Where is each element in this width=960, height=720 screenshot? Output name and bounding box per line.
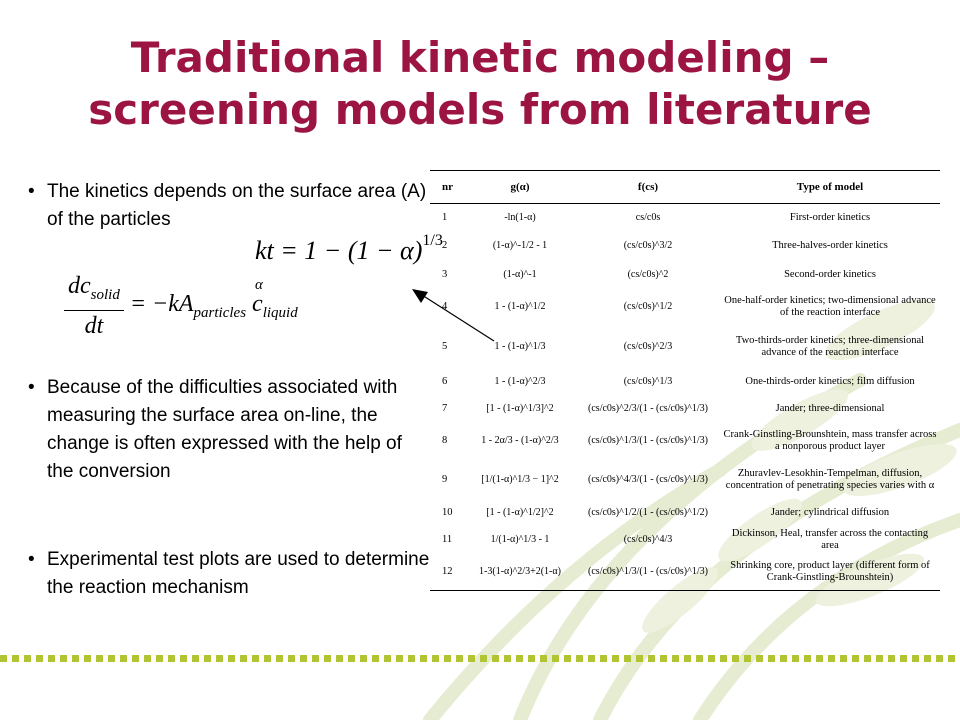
rate-fraction (64, 272, 124, 341)
formula-rate (64, 272, 298, 341)
bullet-surface-area: • The kinetics depends on the surface area (A) of the particles (28, 178, 432, 234)
bullet-test-plots: • Experimental test plots are used to determine the reaction mechanism (28, 546, 432, 602)
table-row: 6 1 - (1-α)^2/3 (cs/c0s)^1/3 One-thirds-order kinetics; film diffusion (442, 375, 915, 387)
header-f: f(cs) (576, 171, 720, 204)
slide-title (40, 32, 920, 136)
table-row: 2 (1-α)^-1/2 - 1 (cs/c0s)^3/2 Three-halves-order kinetics (442, 240, 888, 251)
rate-denominator: dt (84, 312, 104, 339)
table-row: 4 1 - (1-α)^1/2 (cs/c0s)^1/2 One-half-order kinetics; two-dimensional advance of the reaction interface (442, 294, 936, 318)
formula-kt (255, 232, 443, 266)
footer-dotted-rule (0, 655, 960, 662)
table-row: 9 [1/(1-α)^1/3 − 1]^2 (cs/c0s)^4/3/(1 - (cs/c0s)^1/3) Zhuravlev-Lesokhin-Tempelman, diffusion, concentration of penetrating species varies with α (442, 467, 935, 491)
bullet-conversion: • Because of the difficulties associated with measuring the surface area on-line, the change is often expressed with the help of the conversion (28, 374, 432, 486)
title-line-1: Traditional kinetic modeling – (130, 33, 830, 82)
formula-kt-body: kt = 1 − (1 − α) (255, 236, 423, 265)
header-g: g(α) (464, 171, 576, 204)
header-type: Type of model (720, 171, 940, 204)
table-row: 1 -ln(1-α) cs/c0s First-order kinetics (442, 211, 871, 223)
table-row: 11 1/(1-α)^1/3 - 1 (cs/c0s)^4/3 Dickinson, Heal, transfer across the contacting area (442, 527, 929, 551)
table-header-row (430, 171, 940, 204)
title-line-2: screening models from literature (88, 85, 872, 134)
rate-rhs: = $-kA_{particles}$ c α $_{liquid}$ (129, 277, 298, 321)
rate-numerator: $dc_{solid}$ (64, 272, 124, 311)
table-row: 8 1 - 2α/3 - (1-α)^2/3 (cs/c0s)^1/3/(1 - (cs/c0s)^1/3) Crank-Ginstling-Brounshtein, mass transfer across a nonporous product layer (442, 428, 937, 452)
table-row: 10 [1 - (1-α)^1/2]^2 (cs/c0s)^1/2/(1 - (cs/c0s)^1/2) Jander; cylindrical diffusion (442, 506, 890, 518)
table-row: 3 (1-α)^-1 (cs/c0s)^2 Second-order kinetics (442, 268, 876, 280)
formula-kt-exponent: 1/3 (422, 232, 443, 249)
header-nr: nr (430, 171, 464, 204)
table-row: 5 1 - (1-α)^1/3 (cs/c0s)^2/3 Two-thirds-order kinetics; three-dimensional advance of the reaction interface (442, 334, 925, 358)
kinetic-models-table (430, 170, 940, 591)
table-row: 12 1-3(1-α)^2/3+2(1-α) (cs/c0s)^1/3/(1 - (cs/c0s)^1/3) Shrinking core, product layer (different form of Crank-Ginstling-Brounshtein) (430, 555, 940, 591)
table-row: 7 [1 - (1-α)^1/3]^2 (cs/c0s)^2/3/(1 - (cs/c0s)^1/3) Jander; three-dimensional (442, 402, 885, 414)
